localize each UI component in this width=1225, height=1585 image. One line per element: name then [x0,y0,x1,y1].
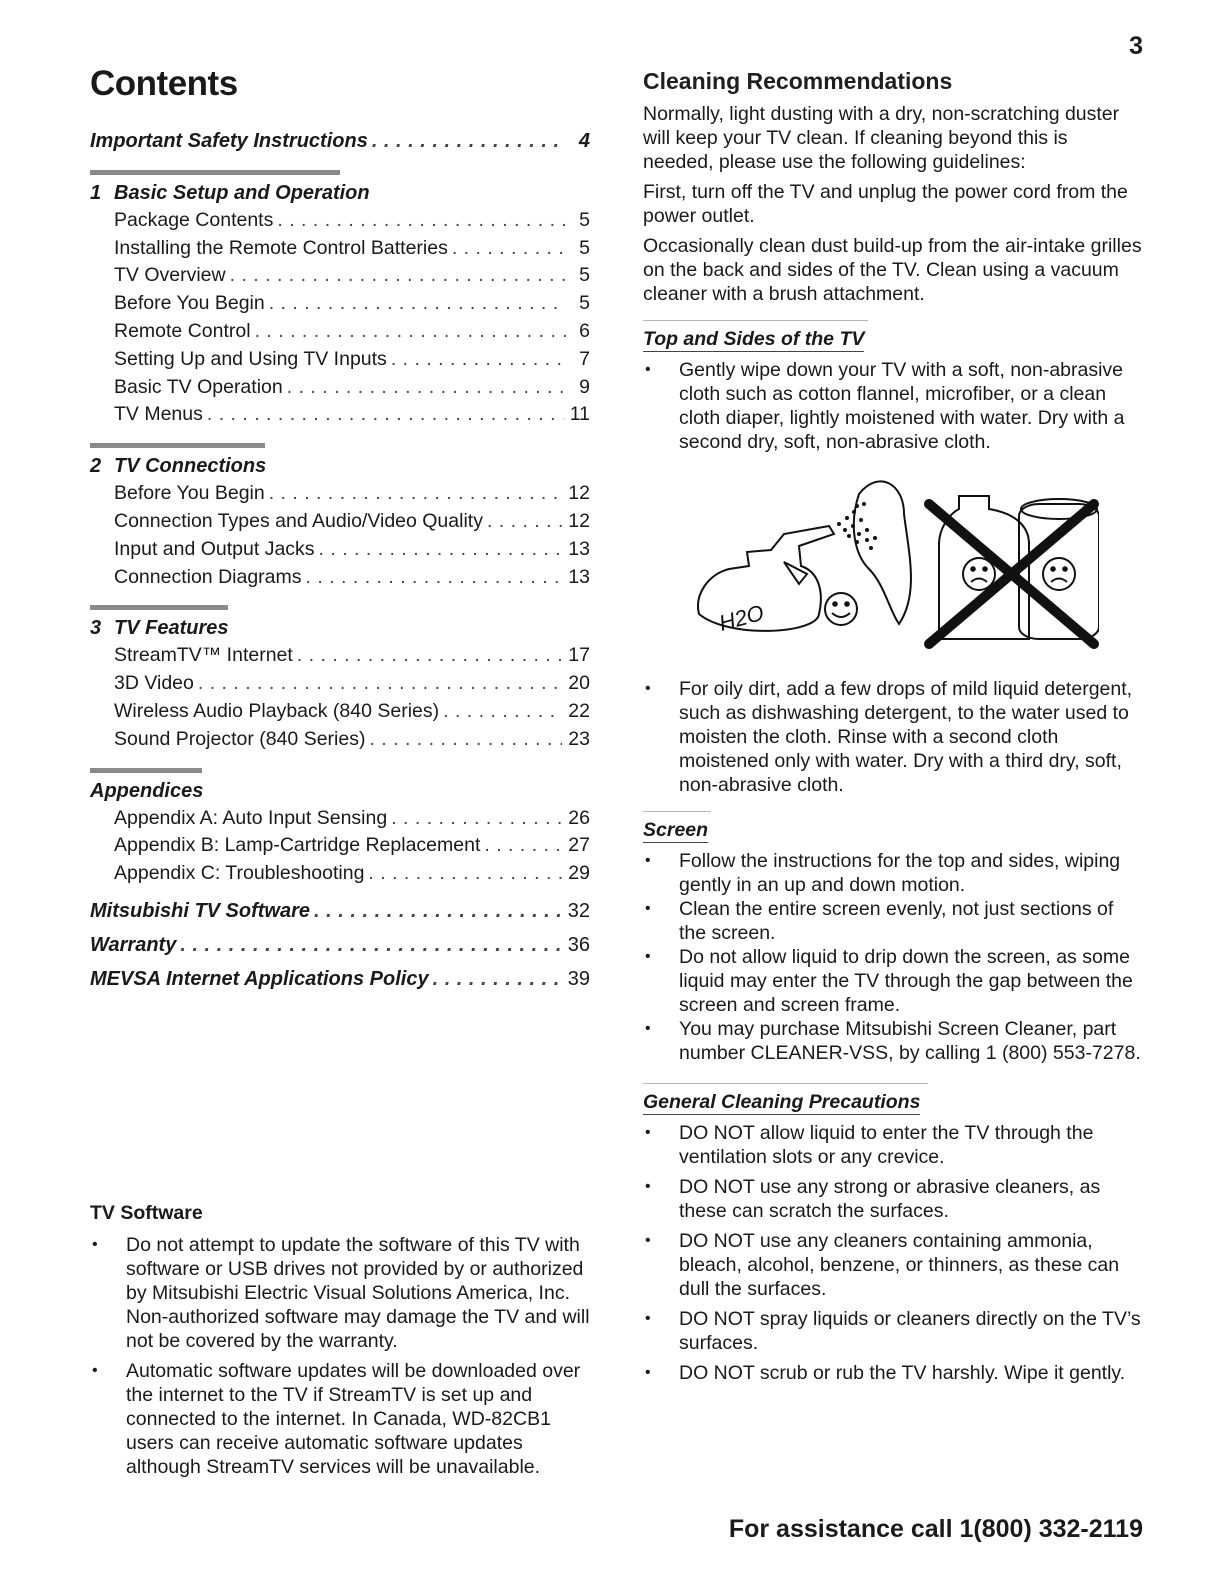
screen-bullet: • Follow the instructions for the top and sides, wiping gently in an up and down motion. [643,849,1143,897]
toc-entry-page: 12 [568,509,590,532]
toc-entry[interactable] [90,832,590,860]
section-rule [90,605,228,610]
toc-entry-label: Remote Control [114,319,251,342]
section-title: TV Connections [114,455,267,478]
toc-entry-page: 11 [569,403,590,426]
toc-entry-page: 26 [568,806,590,829]
toc-entry[interactable] [90,508,590,536]
toc-leader-dots [319,536,563,564]
toc-entry-label: Input and Output Jacks [114,537,315,560]
toc-entry-safety[interactable] [90,128,590,156]
toc-leader-dots [433,962,562,996]
smiley-icon [825,593,857,625]
section-number: 3 [90,617,102,640]
toc-entry-label: TV Menus [114,403,203,426]
toc-leader-dots [314,894,562,928]
toc-entry-label: Before You Begin [114,292,265,315]
toc-leader-dots [207,401,564,429]
toc-entry[interactable] [90,670,590,698]
section-title: Basic Setup and Operation [114,181,370,204]
screen-bullet: • You may purchase Mitsubishi Screen Cleaner, part number CLEANER-VSS, by calling 1 (800) 553-7278. [643,1017,1143,1065]
screen-bullet: • Do not allow liquid to drip down the screen, as some liquid may enter the TV through the gap between the screen and screen frame. [643,945,1143,1017]
precautions-heading: General Cleaning Precautions [643,1091,921,1113]
toc-leader-dots [180,928,561,962]
toc-leader-dots [391,805,562,833]
toc-entry-page: 32 [567,899,590,922]
toc-entry-label: Warranty [90,933,177,956]
toc-entry-label: 3D Video [114,672,194,695]
cleaning-title: Cleaning Recommendations [643,68,953,94]
toc-entry[interactable] [90,698,590,726]
toc-entry-page: 13 [568,537,590,560]
toc-entry-page: 17 [568,644,590,667]
top-sides-heading: Top and Sides of the TV [643,328,865,350]
toc-entry-page: 36 [567,933,590,956]
toc-entry[interactable] [90,290,590,318]
toc-entry-warranty[interactable] [90,928,590,962]
toc-entry-label: Connection Diagrams [114,565,302,588]
toc-leader-dots [484,832,562,860]
cleaning-intro-paragraph: Normally, light dusting with a dry, non-scratching duster will keep your TV clean. If cleaning beyond this is needed, please use the following guidelines: [643,103,1120,173]
cloth-icon [854,481,911,624]
toc-entry[interactable] [90,374,590,402]
toc-entry-label: Appendix B: Lamp-Cartridge Replacement [114,834,481,857]
toc-leader-dots [372,128,566,156]
toc-entry[interactable] [90,262,590,290]
toc-entry-page: 5 [579,236,590,259]
toc-entry-label: Appendix C: Troubleshooting [114,862,365,885]
toc-leader-dots [230,262,566,290]
subhead-rule [643,811,711,812]
cleaning-intro-paragraph: First, turn off the TV and unplug the power cord from the power outlet. [643,181,1128,227]
toc-entry-label: Setting Up and Using TV Inputs [114,347,387,370]
toc-leader-dots [368,860,562,888]
toc-entry-label: Sound Projector (840 Series) [114,727,366,750]
toc-section-tv-features [90,605,590,753]
precaution-bullet: • DO NOT use any strong or abrasive cleaners, as these can scratch the surfaces. [643,1175,1143,1223]
cleaning-section [643,66,1143,1391]
toc-section-tv-connections [90,443,590,591]
toc-entry-label: Before You Begin [114,482,265,505]
toc-entry[interactable] [90,860,590,888]
table-of-contents [90,62,590,996]
toc-leader-dots [306,564,563,592]
toc-entry-label: Basic TV Operation [114,375,283,398]
toc-leader-dots [443,698,562,726]
toc-entry[interactable] [90,642,590,670]
toc-section-appendices [90,768,590,888]
toc-entry-label: MEVSA Internet Applications Policy [90,967,429,990]
section-rule [90,768,202,773]
toc-entry-page: 5 [579,292,590,315]
precaution-bullet: • DO NOT scrub or rub the TV harshly. Wipe it gently. [643,1361,1143,1385]
toc-entry-mevsa-policy[interactable] [90,962,590,996]
toc-entry-page: 29 [568,862,590,885]
toc-entry[interactable] [90,346,590,374]
top-sides-bullet: • For oily dirt, add a few drops of mild liquid detergent, such as dishwashing detergent, to the water used to moisten the cloth. Rinse with a second cloth moistened only with water. Dry with a third dry, soft, non-abrasive cloth. [643,677,1143,797]
top-sides-bullet: • Gently wipe down your TV with a soft, non-abrasive cloth such as cotton flannel, microfiber, or a clean cloth diaper, lightly moistened with water. Dry with a second dry, soft, non-abrasive cloth. [643,358,1143,454]
subhead-rule [643,1083,928,1084]
subhead-rule [643,320,868,321]
screen-bullet: • Clean the entire screen evenly, not just sections of the screen. [643,897,1143,945]
toc-entry-label: Package Contents [114,208,274,231]
toc-entry[interactable] [90,536,590,564]
toc-entry-page: 6 [579,319,590,342]
toc-entry[interactable] [90,564,590,592]
toc-leader-dots [198,670,562,698]
toc-entry-page: 7 [579,347,590,370]
toc-entry-page: 22 [568,699,590,722]
toc-section-heading[interactable] [90,452,590,480]
tv-software-bullet: • Do not attempt to update the software of this TV with software or USB drives not provided by or authorized by Mitsubishi Electric Visual Solutions America, Inc. Non-authorized software may damage the TV and will not be covered by the warranty. [90,1233,595,1353]
section-number: 2 [90,455,102,478]
toc-leader-dots [269,480,563,508]
toc-entry-page: 9 [579,375,590,398]
toc-entry-software[interactable] [90,894,590,928]
cleaning-illustration [689,474,1099,654]
tv-software-bullet: • Automatic software updates will be downloaded over the internet to the TV if StreamTV is set up and connected to the internet. In Canada, WD-82CB1 users can receive automatic software updates although StreamTV services will be unavailable. [90,1359,595,1479]
toc-entry-page: 5 [579,264,590,287]
section-title: TV Features [114,617,229,640]
toc-leader-dots [287,374,566,402]
toc-entry[interactable] [90,480,590,508]
toc-leader-dots [391,346,566,374]
toc-entry-label: Mitsubishi TV Software [90,899,311,922]
toc-entry-page: 27 [568,834,590,857]
section-title: Appendices [90,779,204,802]
toc-section-heading[interactable] [90,614,590,642]
toc-leader-dots [255,318,566,346]
toc-entry-label: Appendix A: Auto Input Sensing [114,806,388,829]
toc-entry[interactable] [90,318,590,346]
precaution-bullet: • DO NOT allow liquid to enter the TV through the ventilation slots or any crevice. [643,1121,1143,1169]
assistance-footer: For assistance call 1(800) 332-2119 [728,1515,1143,1543]
toc-section-heading[interactable] [90,179,590,207]
h2o-label: H2O [716,599,767,636]
toc-section-heading[interactable] [90,777,590,805]
toc-entry-label: Wireless Audio Playback (840 Series) [114,699,440,722]
toc-section-basic-setup [90,170,590,429]
toc-leader-dots [297,642,562,670]
toc-leader-dots [369,726,562,754]
toc-leader-dots [452,235,566,263]
toc-entry-page: 12 [568,482,590,505]
toc-entry-page: 20 [568,672,590,695]
section-number: 1 [90,181,102,204]
toc-entry-label: Important Safety Instructions [90,130,368,152]
toc-entry-page: 39 [567,967,590,990]
toc-entry-label: Connection Types and Audio/Video Quality [114,509,483,532]
toc-entry-page: 23 [568,727,590,750]
toc-entry[interactable] [90,235,590,263]
toc-entry[interactable] [90,726,590,754]
tv-software-section [90,1200,595,1485]
toc-entry-page: 13 [568,565,590,588]
contents-title: Contents [90,64,238,103]
spray-bottle-icon [698,526,834,636]
spray-mist-icon [837,502,877,550]
toc-entry[interactable] [90,207,590,235]
toc-entry-label: TV Overview [114,264,226,287]
cleaning-intro-paragraph: Occasionally clean dust build-up from the air-intake grilles on the back and sides of the TV. Clean using a vacuum cleaner with a brush attachment. [643,235,1142,305]
toc-entry-label: Installing the Remote Control Batteries [114,236,448,259]
toc-leader-dots [269,290,566,318]
toc-entry-label: StreamTV™ Internet [114,644,293,667]
toc-leader-dots [277,207,566,235]
section-rule [90,443,265,448]
precaution-bullet: • DO NOT spray liquids or cleaners directly on the TV’s surfaces. [643,1307,1143,1355]
cross-out-icon [929,504,1094,644]
screen-heading: Screen [643,819,709,841]
toc-entry[interactable] [90,401,590,429]
section-rule [90,170,340,175]
toc-entry[interactable] [90,805,590,833]
page-number: 3 [1129,32,1143,60]
toc-leader-dots [487,508,562,536]
toc-entry-page: 5 [579,208,590,231]
precaution-bullet: • DO NOT use any cleaners containing ammonia, bleach, alcohol, benzene, or thinners, as these can dull the surfaces. [643,1229,1143,1301]
toc-entry-page: 4 [578,130,590,152]
tv-software-heading: TV Software [90,1202,203,1224]
